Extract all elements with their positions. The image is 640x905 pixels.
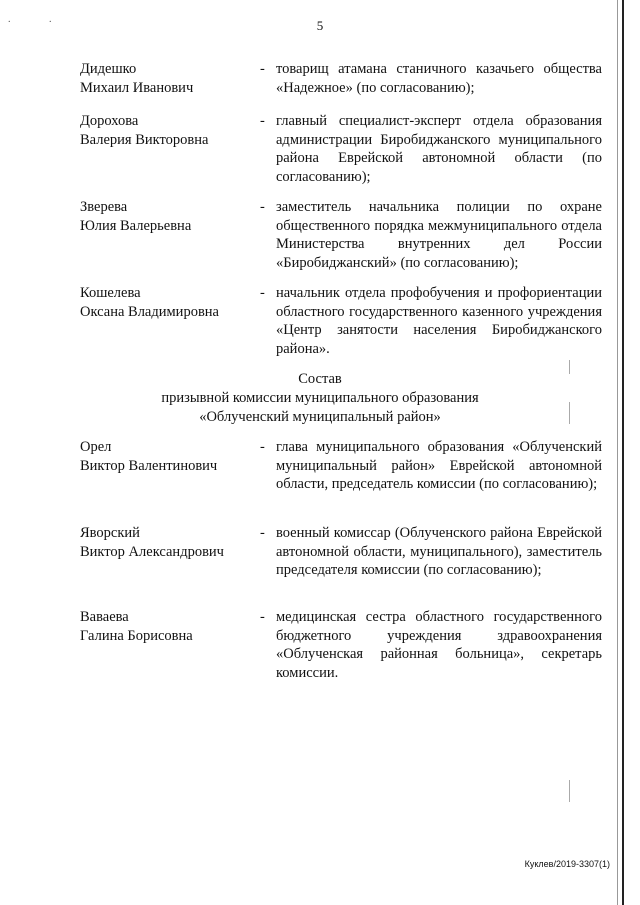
dash: -	[260, 113, 265, 129]
member-given-name: Валерия Викторовна	[80, 131, 209, 148]
dash: -	[260, 525, 265, 541]
member-given-name: Галина Борисовна	[80, 627, 193, 644]
member-surname: Дорохова	[80, 113, 139, 129]
member-name	[80, 284, 250, 321]
dash: -	[260, 285, 265, 301]
member-role: начальник отдела профобучения и профориентации областного государственного казенного учреждения «Центр занятости населения Биробиджанского района».	[276, 285, 602, 357]
scan-edge-line	[617, 0, 618, 905]
member-name	[80, 112, 250, 149]
member-name	[80, 198, 250, 235]
member-role: военный комиссар (Облученского района Еврейской автономной области, муниципального), заместитель председателя комиссии (по согласованию);	[276, 525, 602, 578]
member-surname: Яворский	[80, 525, 140, 541]
dash: -	[260, 439, 265, 455]
section-title: Состав	[298, 371, 342, 387]
member-given-name: Юлия Валерьевна	[80, 217, 192, 234]
member-given-name: Михаил Иванович	[80, 79, 194, 96]
member-surname: Зверева	[80, 199, 128, 215]
page-number: 5	[316, 18, 324, 33]
member-role: медицинская сестра областного государственного бюджетного учреждения здравоохранения «Облученская районная больница», секретарь комиссии.	[276, 609, 602, 681]
scan-mark	[569, 402, 570, 424]
dash: -	[260, 61, 265, 77]
member-name	[80, 608, 250, 645]
section-subtitle-district: «Облученский муниципальный район»	[199, 409, 441, 425]
section-subtitle: призывной комиссии муниципального образования	[161, 390, 479, 406]
member-surname: Орел	[80, 439, 112, 455]
member-name	[80, 438, 250, 475]
member-name	[80, 524, 250, 561]
dash: -	[260, 609, 265, 625]
scan-mark	[569, 360, 570, 374]
member-name	[80, 60, 250, 97]
document-footer-code: Куклев/2019-3307(1)	[524, 859, 610, 869]
dash: -	[260, 199, 265, 215]
member-role: глава муниципального образования «Облученский муниципальный район» Еврейской автономной области, председатель комиссии (по согласованию);	[276, 439, 602, 492]
member-surname: Дидешко	[80, 61, 137, 77]
scan-artifact-dots: . .	[8, 14, 70, 25]
member-role: товарищ атамана станичного казачьего общества «Надежное» (по согласованию);	[276, 61, 602, 96]
member-given-name: Оксана Владимировна	[80, 303, 219, 320]
member-surname: Ваваева	[80, 609, 129, 625]
member-role: заместитель начальника полиции по охране общественного порядка межмуниципального отдела Министерства внутренних дел России «Биробиджанский» (по согласованию);	[276, 199, 602, 271]
scan-edge-border	[622, 0, 624, 905]
member-surname: Кошелева	[80, 285, 141, 301]
scan-mark	[569, 780, 570, 802]
member-given-name: Виктор Александрович	[80, 543, 224, 560]
member-role: главный специалист-эксперт отдела образования администрации Биробиджанского муниципального района Еврейской автономной области (по согласованию);	[276, 113, 602, 185]
member-given-name: Виктор Валентинович	[80, 457, 218, 474]
